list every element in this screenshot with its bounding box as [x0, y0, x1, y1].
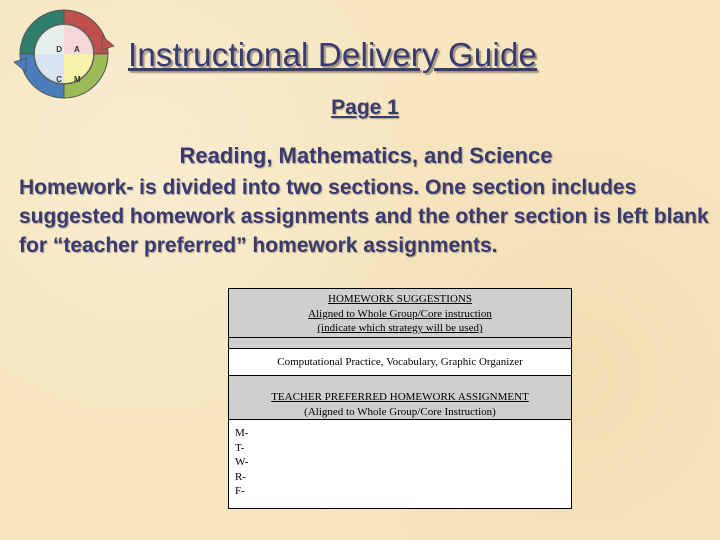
logo-letter-m: M: [74, 75, 81, 84]
table-divider: [229, 338, 571, 349]
suggestions-header: [229, 289, 571, 338]
homework-description: Homework- is divided into two sections. One section includes suggested homework assignments and the other section is left blank for “teacher preferred” homework assignments.: [19, 176, 709, 257]
preferred-subheading: (Aligned to Whole Group/Core Instruction): [304, 406, 496, 418]
page-number-label: Page 1: [331, 96, 399, 119]
suggestions-subheading: Aligned to Whole Group/Core instruction: [308, 307, 492, 320]
suggestions-note: (indicate which strategy will be used): [317, 322, 483, 334]
day-list: [229, 420, 571, 508]
homework-table: [228, 288, 572, 509]
cycle-diagram-icon: [6, 6, 124, 102]
page-title: Instructional Delivery Guide: [128, 36, 538, 73]
logo-letter-c: C: [56, 75, 62, 84]
preferred-header: [229, 386, 571, 420]
day-tuesday: T-: [235, 441, 245, 454]
pdca-cycle-logo: [6, 6, 124, 102]
suggestions-heading: HOMEWORK SUGGESTIONS: [328, 293, 472, 305]
subjects-subtitle: Reading, Mathematics, and Science: [179, 143, 553, 168]
table-divider: [229, 376, 571, 386]
logo-letter-d: D: [56, 45, 62, 54]
day-wednesday: W-: [235, 456, 249, 468]
day-thursday: R-: [235, 470, 246, 483]
preferred-heading: TEACHER PREFERRED HOMEWORK ASSIGNMENT: [271, 391, 529, 403]
day-monday: M-: [235, 427, 249, 439]
suggestions-row: Computational Practice, Vocabulary, Graphic Organizer: [229, 349, 571, 376]
day-friday: F-: [235, 485, 245, 497]
logo-letter-a: A: [74, 45, 80, 54]
